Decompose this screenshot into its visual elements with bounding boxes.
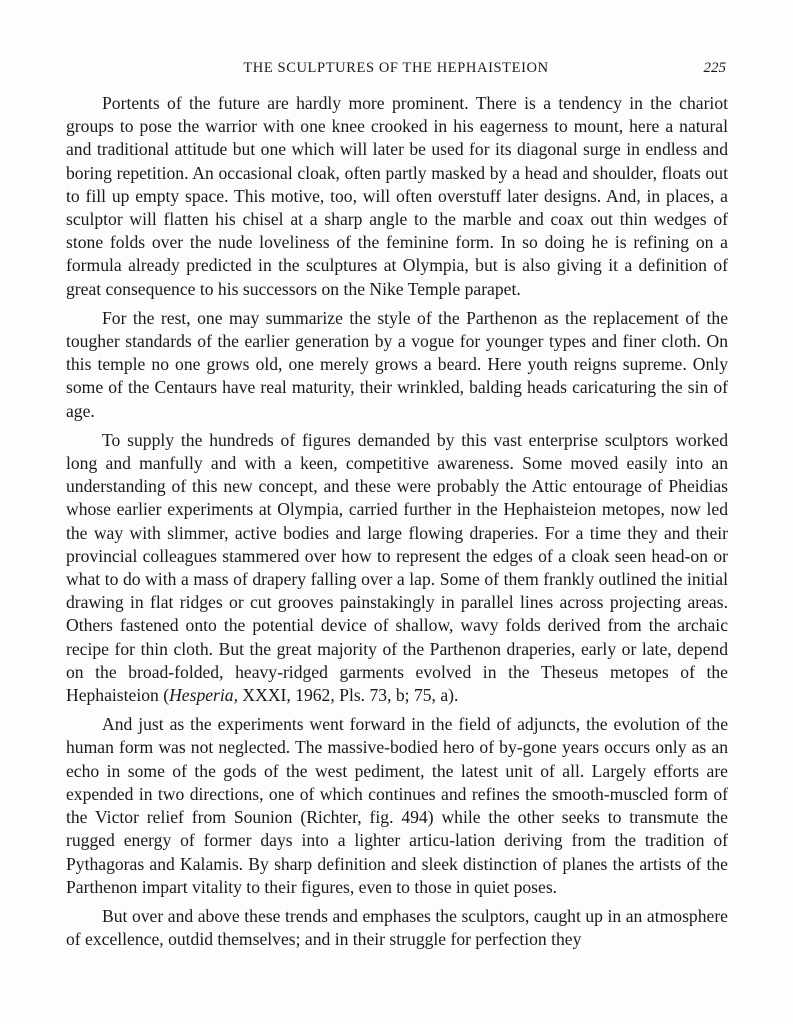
paragraph-style-summary: For the rest, one may summarize the style of the Parthenon as the replacement of the tougher standards of the earlier generation by a vogue for younger types and finer cloth. On this temple no one grows old, one merely grows a beard. Here youth reigns supreme. Only some of the Centaurs have real maturity, their wrinkled, balding heads caricaturing the sin of age. (66, 307, 728, 421)
paragraph-text: To supply the hundreds of figures demanded by this vast enterprise sculptors worked long and manfully and with a keen, competitive awareness. Some moved easily into an understanding of this new concept, and these were probably the Attic entourage of Pheidias whose earlier experiments at Olympia, carried further in the Hephaisteion metopes, now led the way with slimmer, active bodies and large flowing draperies. For a time they and their provincial colleagues stammered over how to represent the edges of a cloak seen head-on or what to do with a mass of drapery falling over a lap. Some of them frankly outlined the initial drawing in flat ridges or cut grooves painstakingly in parallel lines across projecting areas. Others fastened onto the potential device of shallow, wavy folds derived from the archaic recipe for thin cloth. But the great majority of the Parthenon draperies, early or late, depend on the broad-folded, heavy-ridged garments evolved in the Theseus metopes of the Hephaisteion ( (66, 429, 728, 706)
running-title: THE SCULPTURES OF THE HEPHAISTEION (243, 60, 549, 76)
paragraph-trends: But over and above these trends and emphases the sculptors, caught up in an atmosphere of excellence, outdid themselves; and in their struggle for perfection they (66, 905, 728, 950)
body-text (66, 92, 728, 951)
page-number: 225 (703, 60, 726, 76)
journal-citation: Hesperia, (169, 685, 238, 706)
running-header (66, 60, 726, 80)
paragraph-portents: Portents of the future are hardly more prominent. There is a tendency in the chariot groups to pose the warrior with one knee crooked in his eagerness to mount, here a natural and traditional attitude but one which will later be used for its diagonal surge in endless and boring repetition. An occasional cloak, often partly masked by a head and shoulder, floats out to fill up empty space. This motive, too, will often overstuff later designs. And, in places, a sculptor will flatten his chisel at a sharp angle to the marble and coax out thin wedges of stone folds over the nude loveliness of the feminine form. In so doing he is refining on a formula already predicted in the sculptures at Olympia, but is also giving it a definition of great consequence to his successors on the Nike Temple parapet. (66, 93, 728, 299)
paragraph-figures-enterprise (66, 429, 728, 707)
citation-details: XXXI, 1962, Pls. 73, b; 75, a). (238, 685, 459, 706)
paragraph-human-form: And just as the experiments went forward in the field of adjuncts, the evolution of the human form was not neglected. The massive-bodied hero of by-gone years occurs only as an echo in some of the gods of the west pediment, the latest unit of all. Largely efforts are expended in two directions, one of which continues and refines the smooth-muscled form of the Victor relief from Sounion (Richter, fig. 494) while the other seeks to transmute the rugged energy of former days into a lighter articu-lation deriving from the tradition of Pythagoras and Kalamis. By sharp definition and sleek distinction of planes the artists of the Parthenon impart vitality to their figures, even to those in quiet poses. (66, 714, 728, 897)
